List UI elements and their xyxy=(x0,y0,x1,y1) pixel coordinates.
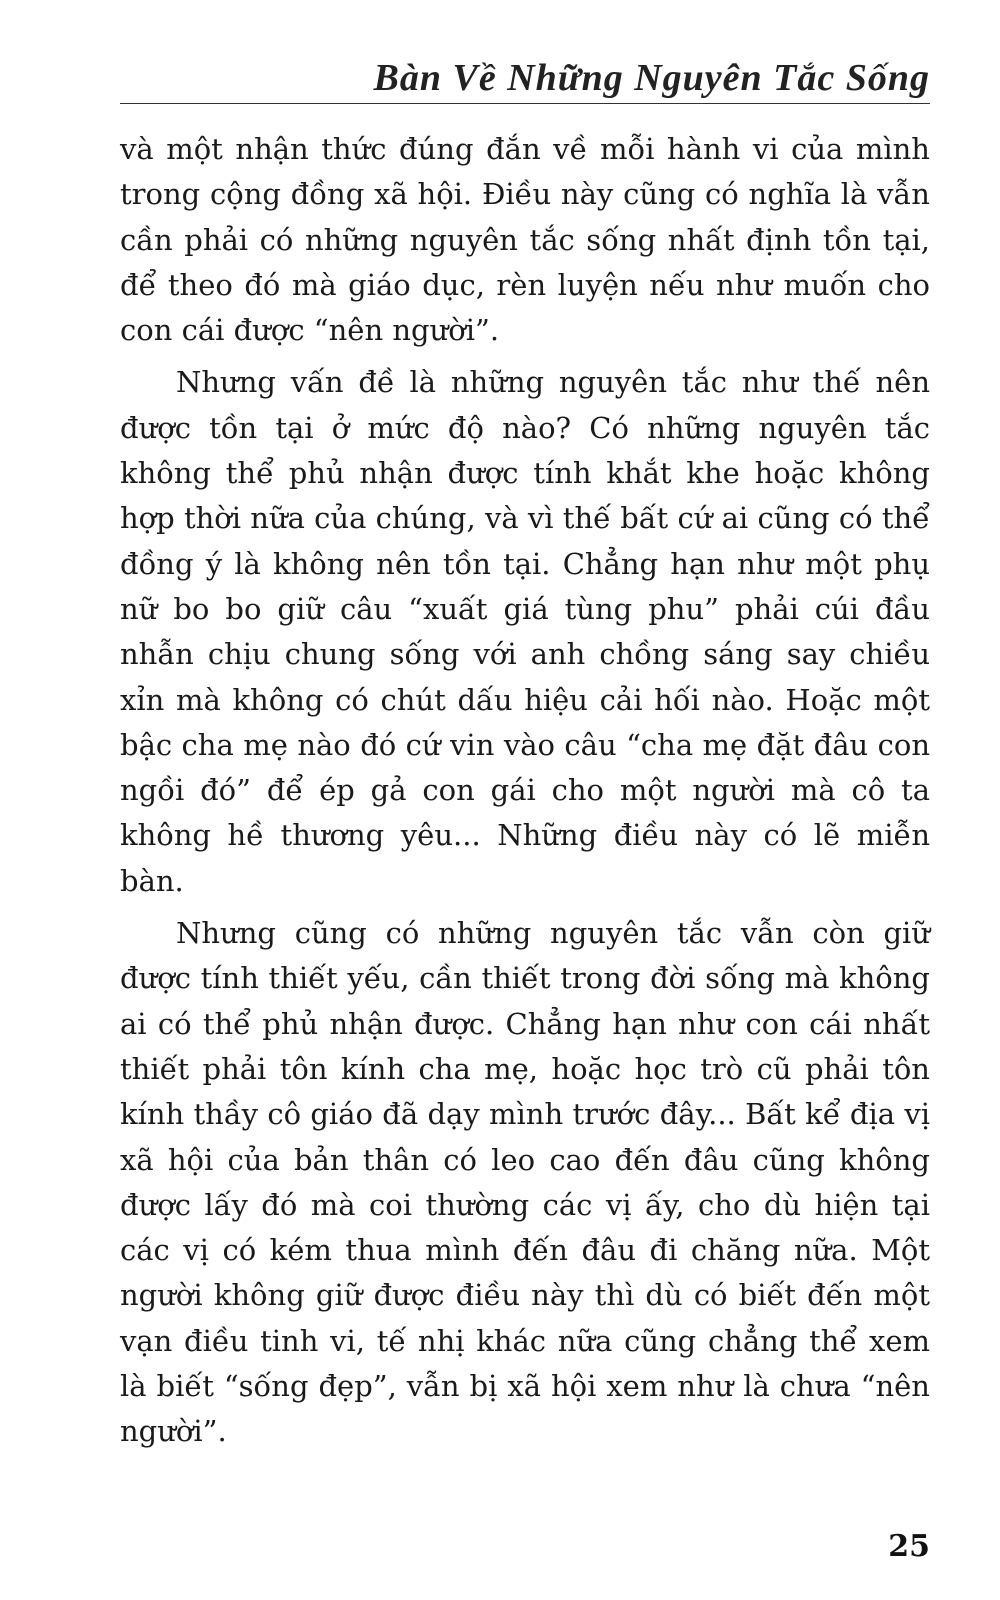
paragraph-continuation: và một nhận thức đúng đắn về mỗi hành vi của mình trong cộng đồng xã hội. Điều này cũng có nghĩa là vẫn cần phải có những nguyên tắc sống nhất định tồn tại, để theo đó mà giáo dục, rèn luyện nếu như muốn cho con cái được “nên người”. xyxy=(120,132,930,348)
paragraph: Nhưng cũng có những nguyên tắc vẫn còn giữ được tính thiết yếu, cần thiết trong đời sống mà không ai có thể phủ nhận được. Chẳng hạn như con cái nhất thiết phải tôn kính cha mẹ, hoặc học trò cũ phải tôn kính thầy cô giáo đã dạy mình trước đây... Bất kể địa vị xã hội của bản thân có leo cao đến đâu cũng không được lấy đó mà coi thường các vị ấy, cho dù hiện tại các vị có kém thua mình đến đâu đi chăng nữa. Một người không giữ được điều này thì dù có biết đến một vạn điều tinh vi, tế nhị khác nữa cũng chẳng thể xem là biết “sống đẹp”, vẫn bị xã hội xem như là chưa “nên người”. xyxy=(120,916,930,1449)
header-divider xyxy=(120,103,930,104)
paragraph: Nhưng vấn đề là những nguyên tắc như thế nên được tồn tại ở mức độ nào? Có những nguyên tắc không thể phủ nhận được tính khắt khe hoặc không hợp thời nữa của chúng, và vì thế bất cứ ai cũng có thể đồng ý là không nên tồn tại. Chẳng hạn như một phụ nữ bo bo giữ câu “xuất giá tùng phu” phải cúi đầu nhẫn chịu chung sống với anh chồng sáng say chiều xỉn mà không có chút dấu hiệu cải hối nào. Hoặc một bậc cha mẹ nào đó cứ vin vào câu “cha mẹ đặt đâu con ngồi đó” để ép gả con gái cho một người mà cô ta không hề thương yêu... Những điều này có lẽ miễn bàn. xyxy=(120,365,930,898)
page-number: 25 xyxy=(888,1529,930,1564)
running-header: Bàn Về Những Nguyên Tắc Sống xyxy=(373,57,930,99)
body-text xyxy=(120,127,930,1462)
